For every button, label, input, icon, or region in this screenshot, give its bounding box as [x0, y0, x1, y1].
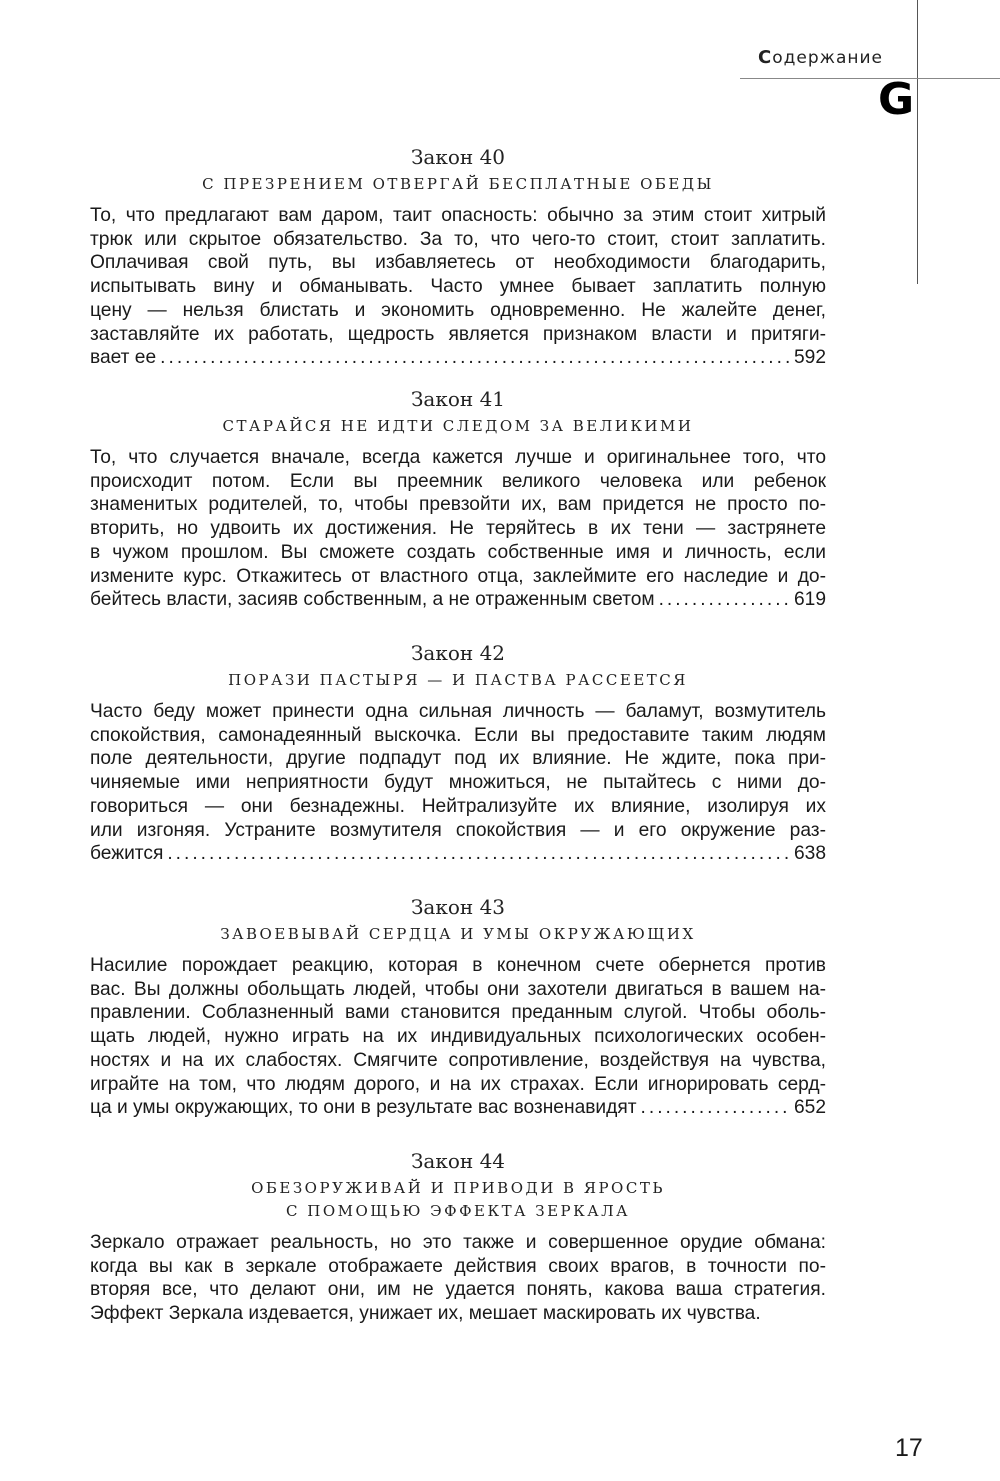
summary-line: когда вы как в зеркале отображаете действия своих врагов, в точности по-: [90, 1255, 826, 1277]
law-title: ПОРАЗИ ПАСТЫРЯ — И ПАСТВА РАССЕЕТСЯ: [228, 671, 688, 689]
law-summary: [90, 446, 826, 612]
summary-line: ца и умы окружающих, то они в результате вас возненавидят: [90, 1097, 637, 1119]
toc-entry: [90, 1145, 826, 1326]
toc-entry: [90, 891, 826, 1120]
toc-leader-line: [90, 346, 826, 370]
toc-entry: [90, 141, 826, 370]
toc-page-number: 592: [793, 347, 826, 369]
law-number: Закон 43: [410, 895, 506, 919]
summary-line: трюк или скрытое обязательство. За то, что чего-то стоит, стоит заплатить.: [90, 228, 826, 250]
running-head-initial: С: [758, 47, 773, 68]
section-tab-letter: G: [878, 74, 915, 125]
summary-line: испытывать вину и обманывать. Часто умнее бывает заплатить полную: [90, 276, 826, 298]
summary-line: измените курс. Откажитесь от властного отца, заклеймите его наследие и до-: [90, 565, 826, 587]
running-head-text: одержание: [772, 48, 883, 68]
summary-line: чиняемые ими неприятности будут множиться, не пытайтесь с ними до-: [90, 772, 826, 794]
running-head: [758, 47, 883, 68]
summary-line: Часто беду может принести одна сильная личность — баламут, возмутитель: [90, 701, 826, 722]
summary-line: происходит потом. Если вы преемник великого человека или ребенок: [90, 470, 826, 492]
law-title: С ПОМОЩЬЮ ЭФФЕКТА ЗЕРКАЛА: [286, 1202, 630, 1220]
law-title: С ПРЕЗРЕНИЕМ ОТВЕРГАЙ БЕСПЛАТНЫЕ ОБЕДЫ: [202, 175, 714, 193]
summary-line: вас. Вы должны обольщать людей, чтобы они захотели двигаться в вашем на-: [90, 978, 826, 1000]
summary-line: бейтесь власти, засияв собственным, а не отраженным светом: [90, 589, 655, 611]
summary-line: То, что случается вначале, всегда кажется лучше и оригинальнее того, что: [90, 447, 826, 468]
toc-entry: [90, 637, 826, 866]
toc-entry: [90, 383, 826, 612]
summary-line: Зеркало отражает реальность, но это также и совершенное орудие обмана:: [90, 1232, 826, 1253]
summary-line: цену — нельзя блистать и экономить одновременно. Не жалейте денег,: [90, 299, 826, 321]
summary-line: бежится: [90, 843, 164, 865]
summary-line: играйте на том, что людям дорого, и на их страхах. Если игнорировать серд-: [90, 1073, 826, 1095]
page-number: 17: [895, 1434, 923, 1462]
law-title: ЗАВОЕВЫВАЙ СЕРДЦА И УМЫ ОКРУЖАЮЩИХ: [220, 925, 696, 943]
dot-leader: [641, 1096, 790, 1120]
summary-line: Насилие порождает реакцию, которая в конечном счете обернется против: [90, 955, 826, 976]
law-summary: [90, 954, 826, 1120]
law-title: ОБЕЗОРУЖИВАЙ И ПРИВОДИ В ЯРОСТЬ: [251, 1179, 665, 1197]
toc-leader-line: [90, 588, 826, 612]
summary-line: Эффект Зеркала издевается, унижает их, мешает маскировать их чувства.: [90, 1303, 761, 1325]
margin-rule-vertical: [917, 0, 918, 284]
law-title: СТАРАЙСЯ НЕ ИДТИ СЛЕДОМ ЗА ВЕЛИКИМИ: [222, 417, 694, 435]
summary-line: вторить, но удвоить их достижения. Не теряйтесь в их тени — застрянете: [90, 518, 826, 540]
summary-line: в чужом прошлом. Вы сможете создать собственные имя и личность, если: [90, 541, 826, 563]
law-number: Закон 42: [410, 641, 506, 665]
summary-line: заставляйте их работать, щедрость является признаком власти и притяги-: [90, 323, 826, 345]
summary-line: правлении. Соблазненный вами становится преданным слугой. Чтобы оболь-: [90, 1002, 826, 1024]
summary-line: вает ее: [90, 347, 157, 369]
summary-line: знаменитых родителей, то, чтобы превзойти их, вам придется не просто по-: [90, 494, 826, 516]
header-rule: [740, 78, 1000, 79]
summary-line: То, что предлагают вам даром, таит опасность: обычно за этим стоит хитрый: [90, 205, 826, 226]
toc-page-number: 619: [793, 589, 826, 611]
toc-leader-line: [90, 842, 826, 866]
law-number: Закон 41: [410, 387, 506, 411]
law-number: Закон 44: [410, 1149, 506, 1173]
summary-line: Оплачивая свой путь, вы избавляетесь от необходимости благодарить,: [90, 252, 826, 274]
dot-leader: [167, 842, 790, 866]
summary-line: или изгоняя. Устраните возмутителя спокойствия — и его окружение раз-: [90, 819, 826, 841]
toc-page-number: 652: [793, 1097, 826, 1119]
summary-line: говориться — они безнадежны. Нейтрализуйте их влияние, изолируя их: [90, 795, 826, 817]
toc-page-number: 638: [793, 843, 826, 865]
summary-line: ностях и на их слабостях. Смягчите сопротивление, воздействуя на чувства,: [90, 1049, 826, 1071]
law-summary: [90, 700, 826, 866]
dot-leader: [160, 346, 790, 370]
summary-line: щать людей, нужно играть на их индивидуальных психологических особен-: [90, 1026, 826, 1048]
law-number: Закон 40: [410, 145, 506, 169]
summary-line: спокойствия, самонадеянный выскочка. Если вы предоставите таким людям: [90, 724, 826, 746]
summary-line: вторяя все, что делают они, им не удается понять, какова ваша стратегия.: [90, 1279, 826, 1301]
dot-leader: [659, 588, 790, 612]
law-summary: [90, 204, 826, 370]
summary-line: поле деятельности, другие подпадут под их влияние. Не ждите, пока при-: [90, 748, 826, 770]
toc-leader-line: [90, 1096, 826, 1120]
law-summary: [90, 1231, 826, 1326]
